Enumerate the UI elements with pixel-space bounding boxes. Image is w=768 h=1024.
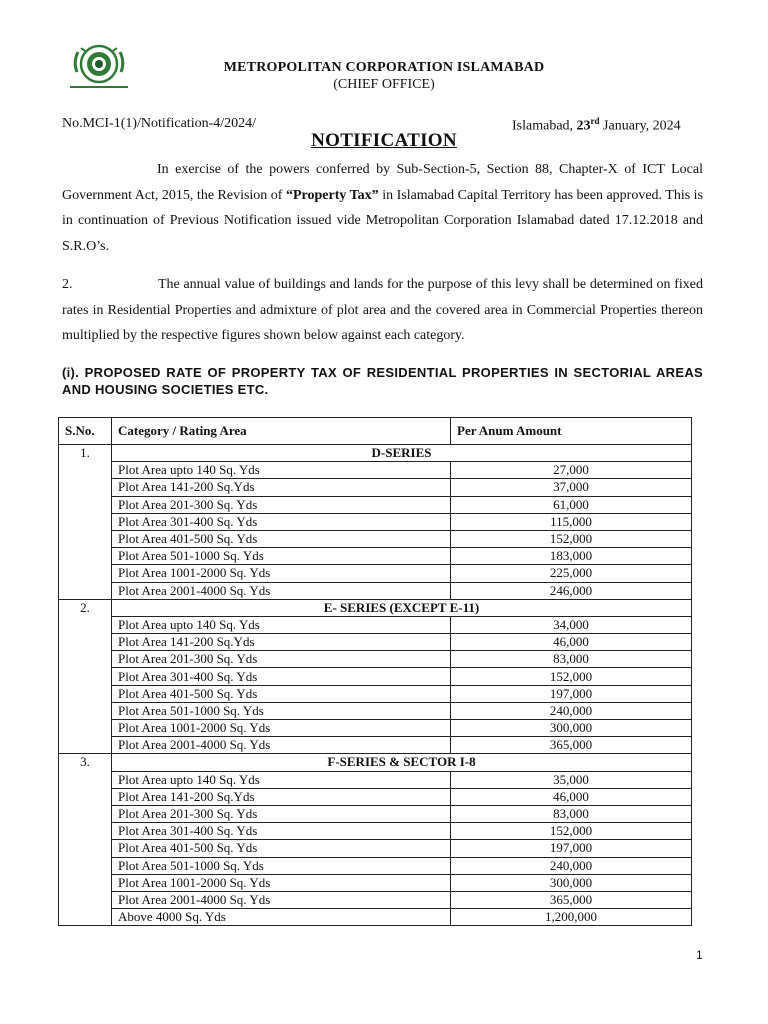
table-row: [59, 823, 692, 840]
rates-table-body: [59, 445, 692, 926]
category-cell: Plot Area 401-500 Sq. Yds: [112, 840, 451, 857]
paragraph-1-bold: “Property Tax”: [285, 187, 379, 203]
paragraph-2: [62, 272, 703, 349]
category-cell: Plot Area 301-400 Sq. Yds: [112, 823, 451, 840]
category-cell: Plot Area 401-500 Sq. Yds: [112, 685, 451, 702]
category-cell: Plot Area 301-400 Sq. Yds: [112, 513, 451, 530]
amount-cell: 240,000: [451, 702, 692, 719]
table-row: [59, 565, 692, 582]
page-title: NOTIFICATION: [311, 130, 457, 151]
table-row: [59, 874, 692, 891]
amount-cell: 152,000: [451, 823, 692, 840]
table-row: [59, 891, 692, 908]
table-row: [59, 513, 692, 530]
table-row: [59, 616, 692, 633]
amount-cell: 35,000: [451, 771, 692, 788]
category-cell: Plot Area 2001-4000 Sq. Yds: [112, 737, 451, 754]
amount-cell: 83,000: [451, 651, 692, 668]
category-cell: Plot Area 501-1000 Sq. Yds: [112, 857, 451, 874]
table-row: [59, 805, 692, 822]
amount-cell: 34,000: [451, 616, 692, 633]
table-row: [59, 530, 692, 547]
category-cell: Plot Area 401-500 Sq. Yds: [112, 530, 451, 547]
amount-cell: 183,000: [451, 548, 692, 565]
category-cell: Plot Area 201-300 Sq. Yds: [112, 496, 451, 513]
table-row: [59, 702, 692, 719]
category-cell: Plot Area 1001-2000 Sq. Yds: [112, 874, 451, 891]
amount-cell: 300,000: [451, 720, 692, 737]
category-cell: Plot Area 501-1000 Sq. Yds: [112, 548, 451, 565]
category-cell: Plot Area 2001-4000 Sq. Yds: [112, 891, 451, 908]
paragraph-1-before: In exercise of the powers conferred by Sub-Section-5, Section 88, Chapter-X of ICT Local Government Act, 2015, the Revision of: [62, 162, 703, 203]
reference-number: No.MCI-1(1)/Notification-4/2024/: [62, 116, 257, 131]
amount-cell: 46,000: [451, 788, 692, 805]
amount-cell: 246,000: [451, 582, 692, 599]
table-row: [59, 720, 692, 737]
table-row: [59, 737, 692, 754]
header-amount: Per Anum Amount: [451, 418, 692, 445]
table-row: [59, 840, 692, 857]
series-row: [59, 599, 692, 616]
paragraph-2-number: 2.: [62, 277, 73, 292]
table-row: [59, 771, 692, 788]
category-cell: Plot Area 141-200 Sq.Yds: [112, 788, 451, 805]
category-cell: Plot Area 201-300 Sq. Yds: [112, 651, 451, 668]
table-row: [59, 479, 692, 496]
table-row: [59, 548, 692, 565]
amount-cell: 115,000: [451, 513, 692, 530]
table-row: [59, 909, 692, 926]
date-rest: January, 2024: [599, 118, 681, 134]
org-name: METROPOLITAN CORPORATION ISLAMABAD: [223, 60, 545, 75]
paragraph-2-text: The annual value of buildings and lands for the purpose of this levy shall be determined on fixed rates in Residential Properties and admixture of plot area and the covered area in Commercial Properties thereon multiplied by the respective figures shown below against each category.: [62, 277, 703, 343]
amount-cell: 1,200,000: [451, 909, 692, 926]
table-header-row: [59, 418, 692, 445]
table-row: [59, 668, 692, 685]
page-number: 1: [696, 948, 703, 962]
amount-cell: 46,000: [451, 634, 692, 651]
amount-cell: 197,000: [451, 840, 692, 857]
series-row: [59, 754, 692, 771]
section-heading: (i). PROPOSED RATE OF PROPERTY TAX OF RESIDENTIAL PROPERTIES IN SECTORIAL AREAS AND HOUSING SOCIETIES ETC.: [62, 365, 703, 397]
paragraph-1-after: in Islamabad Capital Territory has been approved. This is in continuation of Previous Notification issued vide Metropolitan Corporation Islamabad dated 17.12.2018 and S.R.O’s.: [62, 187, 704, 254]
table-row: [59, 582, 692, 599]
header-sno: S.No.: [59, 418, 112, 445]
category-cell: Plot Area 2001-4000 Sq. Yds: [112, 582, 451, 599]
amount-cell: 27,000: [451, 462, 692, 479]
category-cell: Plot Area upto 140 Sq. Yds: [112, 616, 451, 633]
amount-cell: 300,000: [451, 874, 692, 891]
amount-cell: 83,000: [451, 805, 692, 822]
amount-cell: 365,000: [451, 737, 692, 754]
table-row: [59, 462, 692, 479]
series-row: [59, 445, 692, 462]
series-title: E- SERIES (EXCEPT E-11): [112, 599, 692, 616]
org-sub: (CHIEF OFFICE): [333, 77, 435, 92]
amount-cell: 197,000: [451, 685, 692, 702]
category-cell: Plot Area 141-200 Sq.Yds: [112, 634, 451, 651]
table-row: [59, 496, 692, 513]
category-cell: Above 4000 Sq. Yds: [112, 909, 451, 926]
series-title: F-SERIES & SECTOR I-8: [112, 754, 692, 771]
amount-cell: 365,000: [451, 891, 692, 908]
header-category: Category / Rating Area: [112, 418, 451, 445]
category-cell: Plot Area 501-1000 Sq. Yds: [112, 702, 451, 719]
amount-cell: 240,000: [451, 857, 692, 874]
amount-cell: 152,000: [451, 668, 692, 685]
category-cell: Plot Area upto 140 Sq. Yds: [112, 771, 451, 788]
category-cell: Plot Area 1001-2000 Sq. Yds: [112, 565, 451, 582]
category-cell: Plot Area 301-400 Sq. Yds: [112, 668, 451, 685]
amount-cell: 225,000: [451, 565, 692, 582]
group-sno: 1.: [59, 445, 112, 600]
table-row: [59, 857, 692, 874]
rates-table: [58, 417, 692, 926]
series-title: D-SERIES: [112, 445, 692, 462]
category-cell: Plot Area 201-300 Sq. Yds: [112, 805, 451, 822]
category-cell: Plot Area 1001-2000 Sq. Yds: [112, 720, 451, 737]
table-row: [59, 634, 692, 651]
paragraph-1: [62, 157, 703, 259]
table-row: [59, 651, 692, 668]
category-cell: Plot Area upto 140 Sq. Yds: [112, 462, 451, 479]
amount-cell: 61,000: [451, 496, 692, 513]
date-prefix: Islamabad,: [512, 118, 577, 134]
date-suffix: rd: [590, 116, 600, 126]
category-cell: Plot Area 141-200 Sq.Yds: [112, 479, 451, 496]
amount-cell: 152,000: [451, 530, 692, 547]
group-sno: 3.: [59, 754, 112, 926]
amount-cell: 37,000: [451, 479, 692, 496]
date-day: 23: [576, 118, 591, 134]
table-row: [59, 788, 692, 805]
table-row: [59, 685, 692, 702]
group-sno: 2.: [59, 599, 112, 754]
